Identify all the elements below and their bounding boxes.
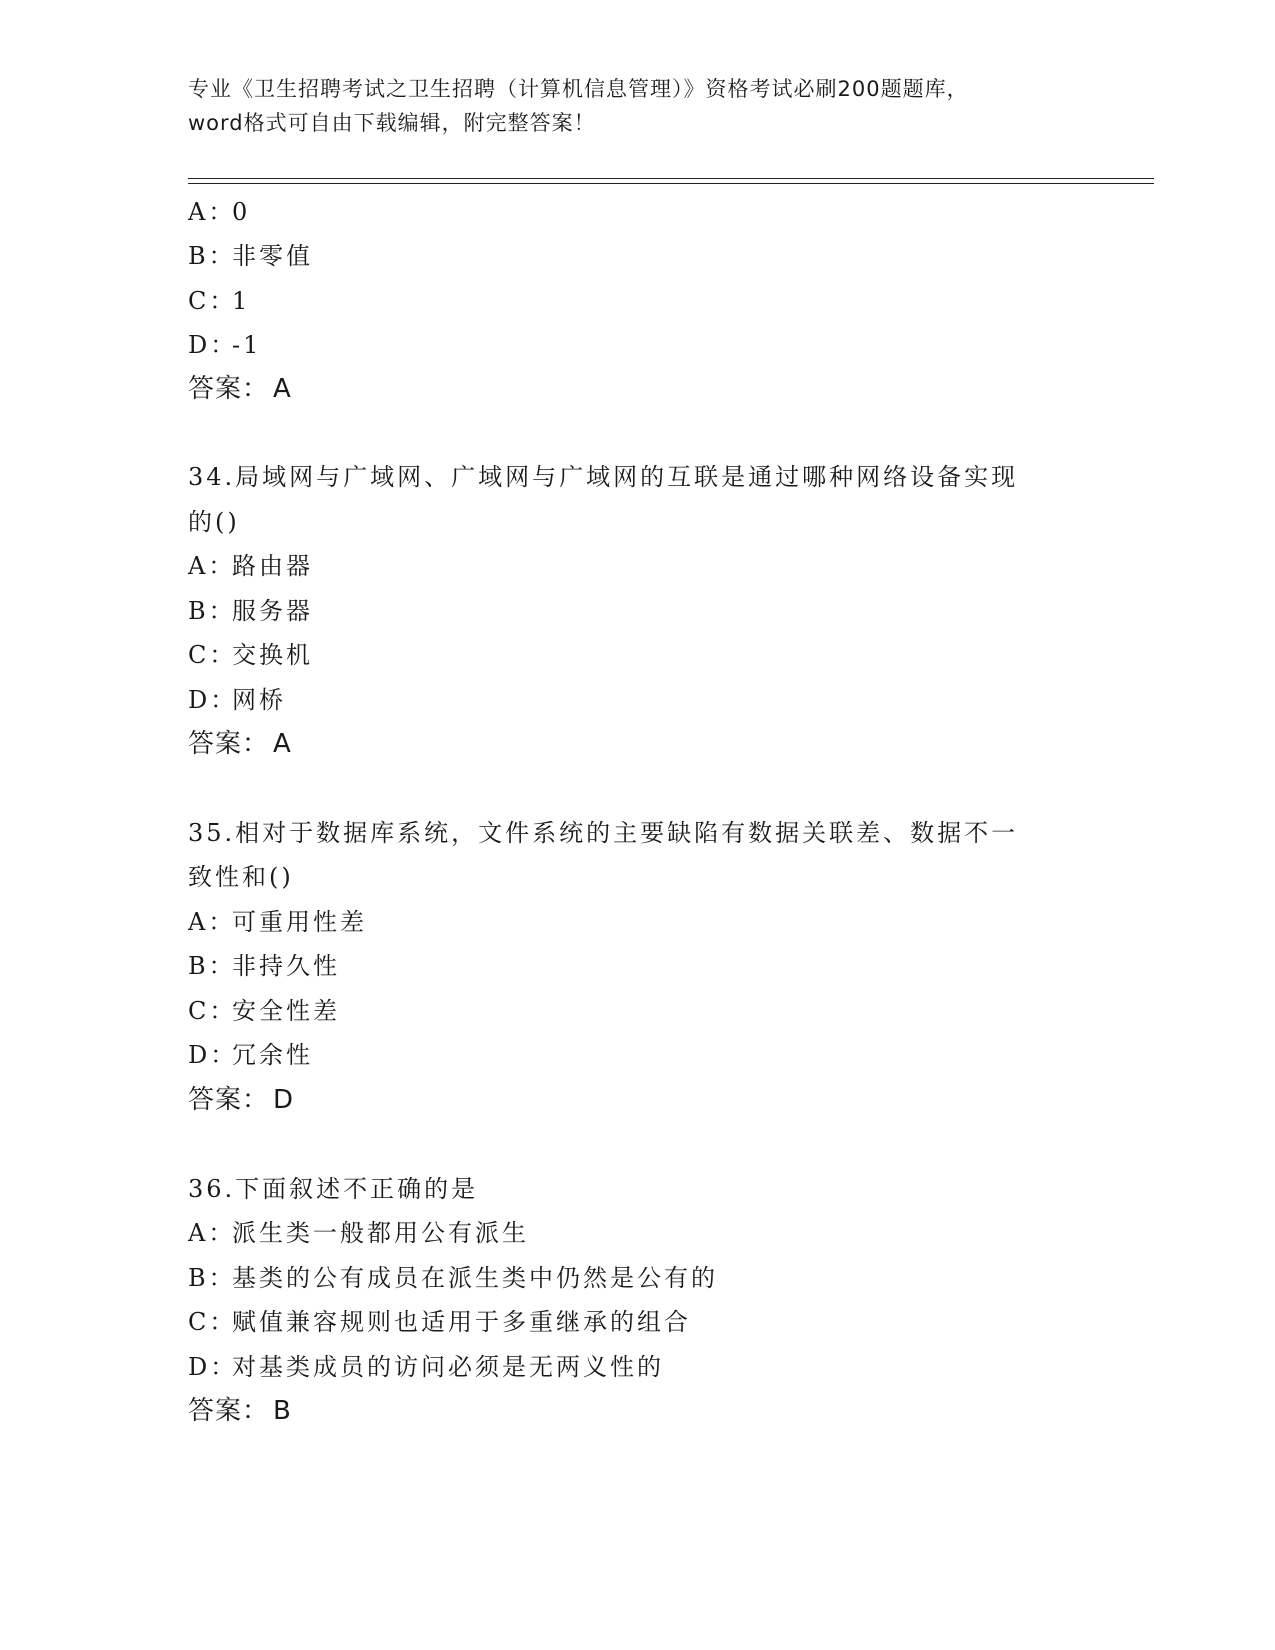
q34-answer: 答案： A [188, 729, 292, 759]
q33-answer: 答案： A [188, 374, 292, 404]
document-header [188, 72, 1088, 140]
q36-option-d: D：对基类成员的访问必须是无两义性的 [188, 1353, 664, 1381]
q35-stem-line-1: 35.相对于数据库系统，文件系统的主要缺陷有数据关联差、数据不一 [188, 819, 1019, 847]
q35-option-a: A：可重用性差 [188, 908, 367, 936]
q35-stem-line-2: 致性和() [188, 863, 294, 891]
q35-option-c: C：安全性差 [188, 997, 340, 1025]
q33-option-d: D：-1 [188, 331, 262, 359]
q34-stem-line-1: 34.局域网与广域网、广域网与广域网的互联是通过哪种网络设备实现 [188, 463, 1019, 491]
q34-stem-line-2: 的() [188, 508, 240, 536]
q34-option-a: A：路由器 [188, 552, 313, 580]
q34-option-c: C：交换机 [188, 641, 313, 669]
q34-option-b: B：服务器 [188, 597, 313, 625]
q35-option-d: D：冗余性 [188, 1041, 313, 1069]
q33-option-c: C：1 [188, 287, 251, 315]
header-title-line-2: word格式可自由下载编辑，附完整答案！ [188, 111, 596, 135]
q33-option-a: A：0 [188, 198, 251, 226]
q34-option-d: D：网桥 [188, 686, 286, 714]
q36-option-b: B：基类的公有成员在派生类中仍然是公有的 [188, 1264, 718, 1292]
q36-stem-line-1: 36.下面叙述不正确的是 [188, 1175, 479, 1203]
header-divider-bottom [188, 183, 1154, 184]
header-divider-top [188, 178, 1154, 179]
q33-option-b: B：非零值 [188, 242, 313, 270]
header-title-line-1: 专业《卫生招聘考试之卫生招聘（计算机信息管理）》资格考试必刷200题题库， [188, 77, 969, 101]
q36-answer: 答案： B [188, 1396, 292, 1426]
q35-option-b: B：非持久性 [188, 952, 340, 980]
q35-answer: 答案： D [188, 1085, 295, 1115]
q36-option-c: C：赋值兼容规则也适用于多重继承的组合 [188, 1308, 691, 1336]
q36-option-a: A：派生类一般都用公有派生 [188, 1219, 529, 1247]
